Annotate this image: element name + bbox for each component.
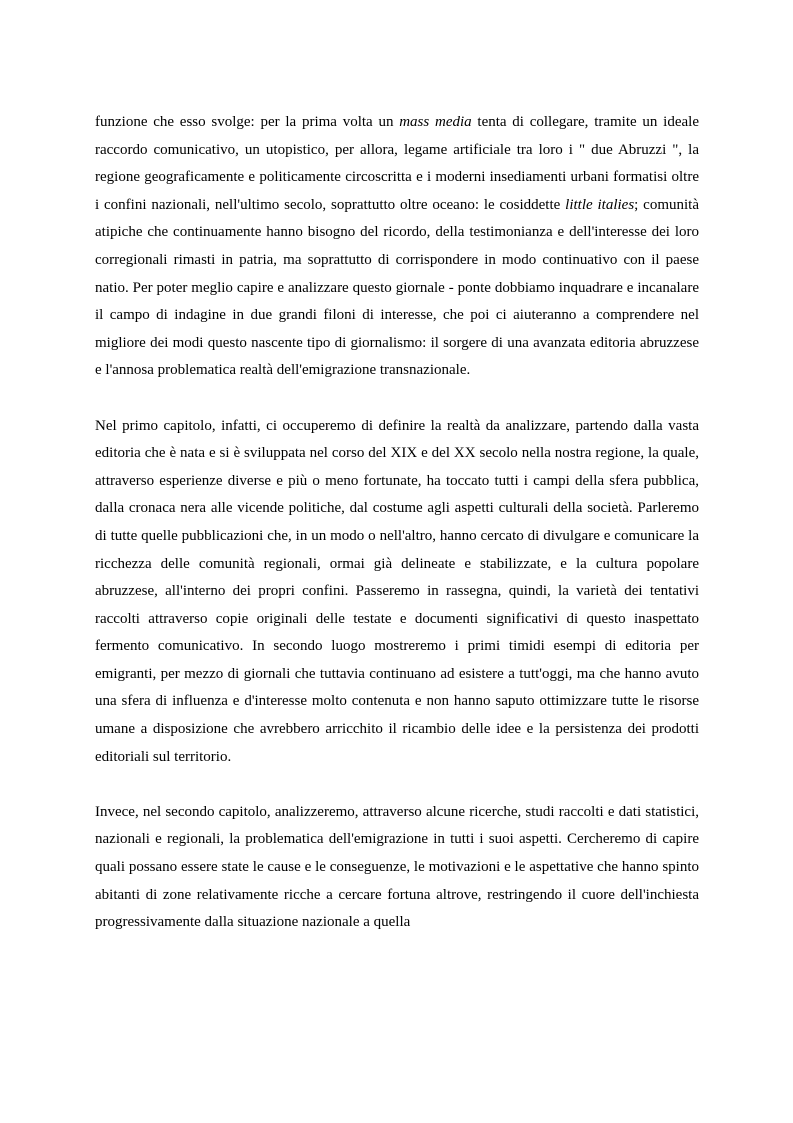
paragraph-2: Nel primo capitolo, infatti, ci occuperemo di definire la realtà da analizzare, partendo dalla vasta editoria che è nata e si è sviluppata nel corso del XIX e del XX secolo nella nostra regione, la quale, attraverso esperienze diverse e più o meno fortunate, ha toccato tutti i campi della sfera pubblica, dalla cronaca nera alle vicende politiche, dal costume agli aspetti culturali della società. Parleremo di tutte quelle pubblicazioni che, in un modo o nell'altro, hanno cercato di divulgare e comunicare la ricchezza delle comunità regionali, ormai già delineate e stabilizzate, e la cultura popolare abruzzese, all'interno dei propri confini. Passeremo in rassegna, quindi, la varietà dei tentativi raccolti attraverso copie originali delle testate e documenti significativi di questo inaspettato fermento comunicativo. In secondo luogo mostreremo i primi timidi esempi di editoria per emigranti, per mezzo di giornali che tuttavia continuano ad esistere a tutt'oggi, ma che hanno avuto una sfera di influenza e d'interesse molto contenuta e non hanno saputo ottimizzare tutte le risorse umane a disposizione che avrebbero arricchito il ricambio delle idee e la persistenza dei prodotti editoriali sul territorio. — [95, 417, 699, 765]
emphasis-little-italies: little italies — [565, 196, 635, 213]
emphasis-mass-media: mass media — [399, 114, 472, 130]
paragraph-1-text-b: tenta di collegare, tramite un ideale raccordo comunicativo, un utopistico, per allora, legame artificiale tra loro i " due Abruzzi ", la regione geograficamente e politicamente circoscritta e i moderni insediamenti urbani formatisi oltre i confini nazionali, nell'ultimo secolo, soprattutto oltre oceano: le cosiddette — [95, 114, 699, 213]
paragraph-1-text-c: ; comunità atipiche che continuamente hanno bisogno del ricordo, della testimonianza e dell'interesse dei loro corregionali rimasti in patria, ma soprattutto di corrispondere in modo continuativo con il paese natio. Per poter meglio capire e analizzare questo giornale - ponte dobbiamo inquadrare e incanalare il campo di indagine in due grandi filoni di interesse, che poi ci aiuteranno a comprendere nel migliore dei modi questo nascente tipo di giornalismo: il sorgere di una avanzata editoria abruzzese e l'annosa problematica realtà dell'emigrazione transnazionale. — [95, 196, 699, 379]
paragraph-3: Invece, nel secondo capitolo, analizzeremo, attraverso alcune ricerche, studi raccolti e dati statistici, nazionali e regionali, la problematica dell'emigrazione in tutti i suoi aspetti. Cercheremo di capire quali possano essere state le cause e le conseguenze, le motivazioni e le aspettative che hanno spinto abitanti di zone relativamente ricche a cercare fortuna altrove, restringendo il cuore dell'inchiesta progressivamente dalla situazione nazionale a quella — [95, 803, 699, 931]
document-page — [95, 109, 699, 937]
paragraph-1 — [95, 109, 699, 385]
paragraph-1-text-a: funzione che esso svolge: per la prima volta un — [95, 114, 400, 130]
